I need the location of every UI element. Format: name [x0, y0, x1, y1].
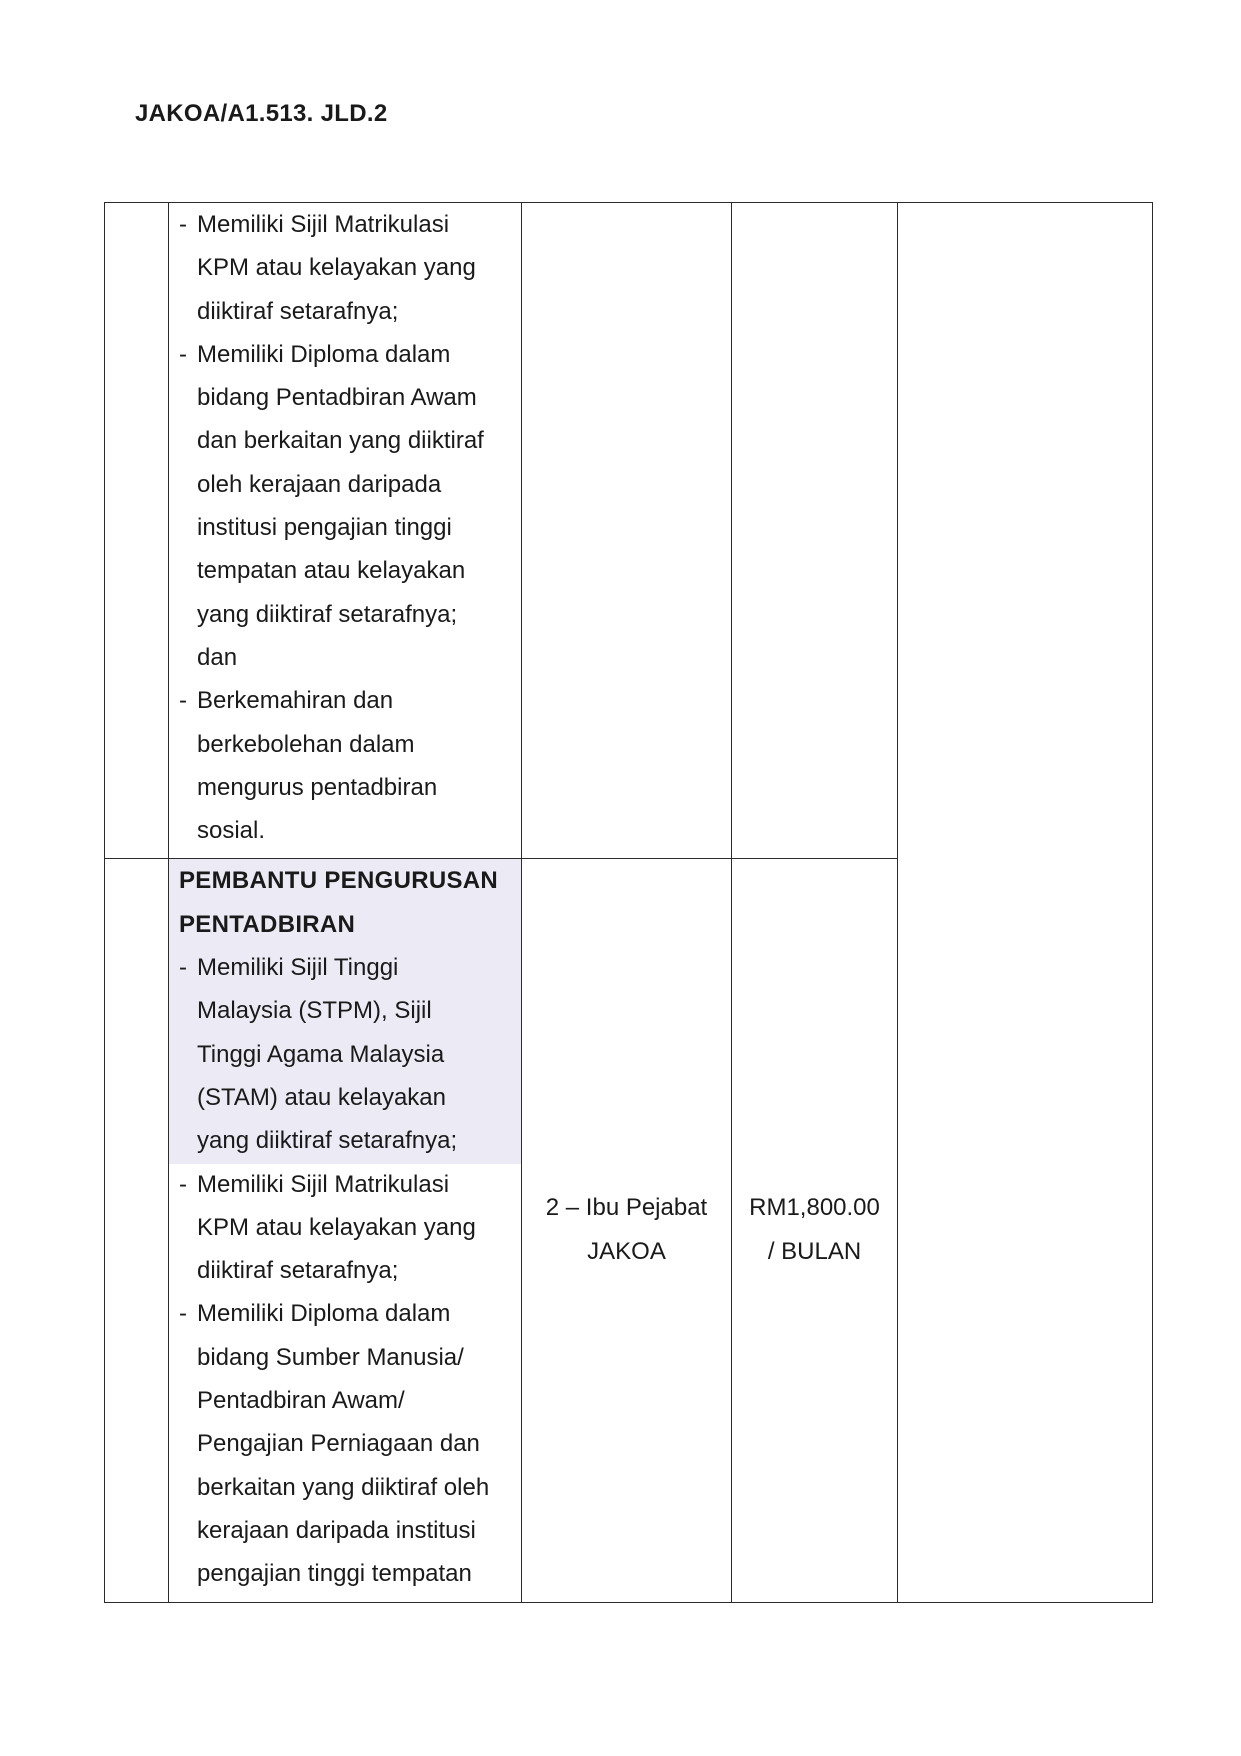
- bullet-dash: -: [179, 211, 187, 238]
- requirement-text: institusi pengajian tinggi: [197, 514, 452, 542]
- number-cell: [105, 859, 169, 1602]
- requirement-line: [177, 203, 505, 246]
- requirement-text: berkaitan yang diiktiraf oleh: [197, 1473, 490, 1501]
- requirements-list-1: [169, 203, 521, 858]
- requirement-text: KPM atau kelayakan yang: [197, 254, 476, 282]
- requirement-text: Memiliki Sijil Tinggi: [197, 954, 399, 982]
- bullet-dash: -: [179, 340, 187, 368]
- requirement-line: [177, 679, 505, 722]
- requirement-text: oleh kerajaan daripada: [197, 470, 442, 498]
- requirement-line: [177, 549, 505, 592]
- requirement-line: [177, 1033, 505, 1076]
- requirement-line: [177, 1249, 505, 1292]
- requirement-line: [177, 333, 505, 376]
- salary-line-1: RM1,800.00: [749, 1194, 880, 1222]
- requirement-line: [177, 1379, 505, 1422]
- position-title-line-2: PENTADBIRAN: [179, 910, 356, 938]
- requirement-line: [177, 809, 505, 852]
- requirement-line: [177, 1292, 505, 1335]
- vacancy-line-1: 2 – Ibu Pejabat: [545, 1194, 708, 1222]
- requirements-list-2: [169, 859, 521, 1601]
- number-cell: [105, 203, 169, 859]
- requirement-line: [177, 1466, 505, 1509]
- requirement-text: dan: [197, 643, 238, 671]
- requirement-line: [177, 593, 505, 636]
- remarks-cell: [898, 203, 1153, 1603]
- requirement-text: berkebolehan dalam: [197, 730, 415, 758]
- requirement-line: [177, 989, 505, 1032]
- requirement-text: dan berkaitan yang diiktiraf: [197, 427, 484, 455]
- requirement-line: [177, 1422, 505, 1465]
- requirement-text: Memiliki Sijil Matrikulasi: [197, 211, 450, 238]
- bullet-dash: -: [179, 954, 187, 982]
- requirements-cell: [169, 859, 522, 1602]
- vacancy-cell: [522, 203, 732, 859]
- requirement-text: Pengajian Perniagaan dan: [197, 1430, 480, 1458]
- table-row: [105, 203, 1153, 859]
- requirement-text: Tinggi Agama Malaysia: [197, 1040, 445, 1068]
- requirement-line: [177, 1509, 505, 1552]
- requirement-text: bidang Pentadbiran Awam: [197, 384, 477, 412]
- requirements-cell: [169, 203, 522, 859]
- salary-cell: [732, 859, 898, 1602]
- requirement-text: yang diiktiraf setarafnya;: [197, 600, 458, 628]
- requirement-line: [177, 1163, 505, 1206]
- requirement-text: diiktiraf setarafnya;: [197, 1257, 399, 1285]
- requirement-line: [177, 1206, 505, 1249]
- salary-cell: [732, 203, 898, 859]
- vacancy-cell: [522, 859, 732, 1602]
- requirement-text: Memiliki Sijil Matrikulasi: [197, 1170, 450, 1198]
- requirement-text: Memiliki Diploma dalam: [197, 1300, 451, 1328]
- document-reference: JAKOA/A1.513. JLD.2: [135, 100, 388, 127]
- requirement-text: mengurus pentadbiran: [197, 773, 438, 801]
- position-title-line-1: PEMBANTU PENGURUSAN: [179, 867, 499, 895]
- requirement-text: Malaysia (STPM), Sijil: [197, 997, 432, 1025]
- bullet-dash: -: [179, 1300, 187, 1328]
- requirements-table: [104, 202, 1153, 1603]
- requirement-line: [177, 376, 505, 419]
- requirement-text: KPM atau kelayakan yang: [197, 1213, 476, 1241]
- requirement-text: pengajian tinggi tempatan: [197, 1560, 472, 1588]
- requirement-text: Pentadbiran Awam/: [197, 1387, 405, 1415]
- requirement-text: Berkemahiran dan: [197, 687, 394, 715]
- requirement-text: sosial.: [197, 817, 266, 845]
- requirement-line: [177, 290, 505, 333]
- requirement-line: [177, 463, 505, 506]
- requirement-line: [177, 636, 505, 679]
- salary-line-2: / BULAN: [767, 1238, 862, 1266]
- requirement-line: [177, 506, 505, 549]
- requirement-text: diiktiraf setarafnya;: [197, 297, 399, 325]
- requirement-line: [177, 946, 505, 989]
- requirement-text: tempatan atau kelayakan: [197, 557, 466, 585]
- requirement-text: bidang Sumber Manusia/: [197, 1343, 464, 1371]
- vacancy-line-2: JAKOA: [587, 1238, 666, 1266]
- requirement-line: [177, 766, 505, 809]
- requirement-line: [177, 1076, 505, 1119]
- requirement-line: [177, 419, 505, 462]
- bullet-dash: -: [179, 687, 187, 715]
- bullet-dash: -: [179, 1170, 187, 1198]
- requirement-text: kerajaan daripada institusi: [197, 1516, 476, 1544]
- requirement-line: [177, 723, 505, 766]
- requirement-line: [177, 1552, 505, 1595]
- requirement-text: (STAM) atau kelayakan: [197, 1083, 446, 1111]
- requirement-line: [177, 246, 505, 289]
- requirement-text: yang diiktiraf setarafnya;: [197, 1127, 458, 1155]
- requirement-line: [177, 1119, 505, 1162]
- requirement-text: Memiliki Diploma dalam: [197, 340, 451, 368]
- requirement-line: [177, 1336, 505, 1379]
